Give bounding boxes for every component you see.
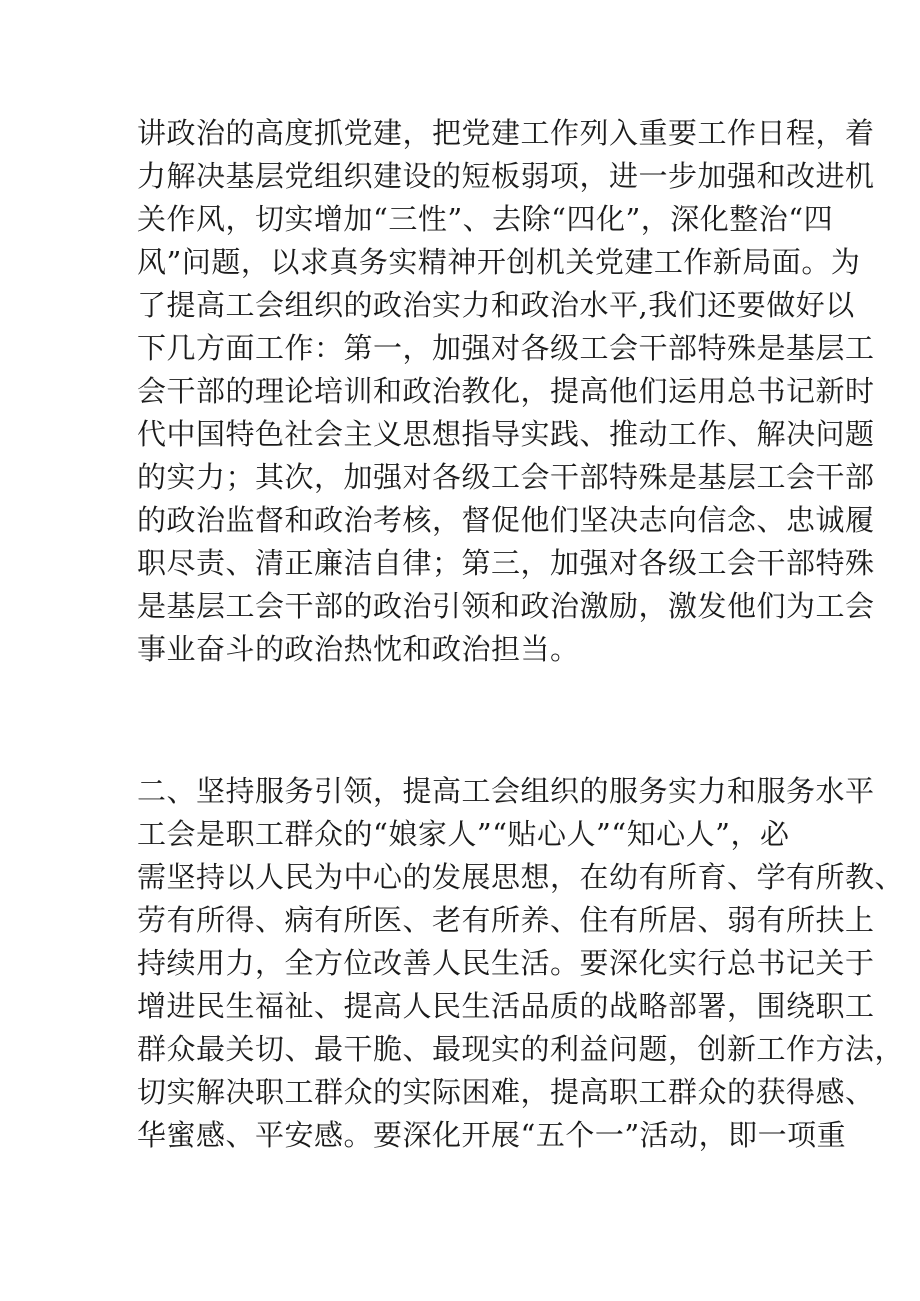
text-line: 的政治监督和政治考核，督促他们坚决志向信念、忠诚履 (137, 503, 875, 537)
paragraph-1 (137, 112, 875, 671)
text-line: 代中国特色社会主义思想指导实践、推动工作、解决问题 (137, 417, 875, 451)
text-line: 工会是职工群众的“娘家人”“贴心人”“知心人”，必 (137, 817, 790, 851)
text-line: 华蜜感、平安感。要深化开展“五个一”活动，即一项重 (137, 1118, 847, 1152)
text-line: 的实力；其次，加强对各级工会干部特殊是基层工会干部 (137, 460, 875, 494)
text-line: 职尽责、清正廉洁自律；第三，加强对各级工会干部特殊 (137, 546, 875, 580)
text-line: 关作风，切实增加“三性”、去除“四化”，深化整治“四 (137, 202, 834, 236)
text-line: 是基层工会干部的政治引领和政治激励，激发他们为工会 (137, 589, 875, 623)
text-line: 力解决基层党组织建设的短板弱项，进一步加强和改进机 (137, 159, 875, 193)
text-line: 下几方面工作：第一，加强对各级工会干部特殊是基层工 (137, 331, 875, 365)
text-line: 风”问题，以求真务实精神开创机关党建工作新局面。为 (137, 245, 861, 279)
text-line: 会干部的理论培训和政治教化，提高他们运用总书记新时 (137, 374, 875, 408)
text-line: 讲政治的高度抓党建，把党建工作列入重要工作日程，着 (137, 116, 875, 150)
paragraph-2 (137, 770, 905, 1157)
text-line: 增进民生福祉、提高人民生活品质的战略部署，围绕职工 (137, 989, 875, 1023)
text-line: 切实解决职工群众的实际困难，提高职工群众的获得感、 (137, 1075, 875, 1109)
text-line: 事业奋斗的政治热忱和政治担当。 (137, 632, 580, 666)
text-line: 需坚持以人民为中心的发展思想，在幼有所育、学有所教、 (137, 860, 905, 894)
section-heading: 二、坚持服务引领，提高工会组织的服务实力和服务水平 (137, 774, 875, 808)
text-line: 劳有所得、病有所医、老有所养、住有所居、弱有所扶上 (137, 903, 875, 937)
text-line: 持续用力，全方位改善人民生活。要深化实行总书记关于 (137, 946, 875, 980)
text-line: 群众最关切、最干脆、最现实的利益问题，创新工作方法， (137, 1032, 905, 1066)
text-line: 了提高工会组织的政治实力和政治水平,我们还要做好以 (137, 288, 855, 322)
